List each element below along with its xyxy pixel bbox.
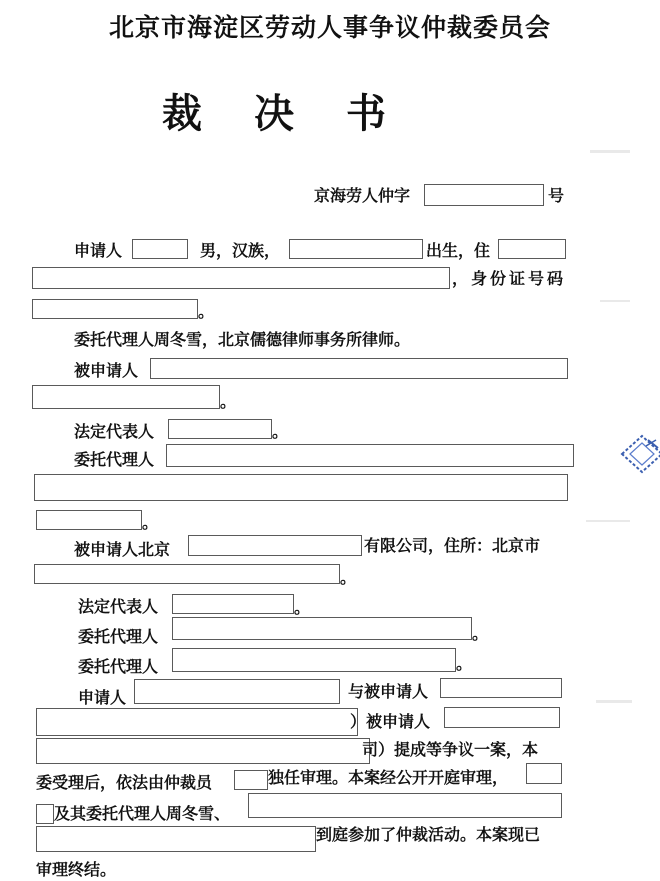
redaction-box xyxy=(36,804,54,824)
applicant-label: 申请人 xyxy=(74,241,123,260)
redaction-box xyxy=(34,474,568,501)
redaction-box xyxy=(172,594,294,614)
redaction-box xyxy=(444,707,560,728)
redaction-box xyxy=(34,564,340,584)
redaction-box xyxy=(424,184,544,206)
agent-label-2: 委托代理人 xyxy=(78,627,159,646)
redaction-box xyxy=(32,267,450,289)
period-mark: 。 xyxy=(472,624,489,643)
redaction-box xyxy=(36,738,370,764)
birth-residence-text: 出生，住 xyxy=(426,241,491,260)
redaction-box xyxy=(168,419,272,439)
id-number-label: ，身份证号码 xyxy=(452,269,567,288)
case-number-suffix: 号 xyxy=(548,186,565,205)
agent-label-3: 委托代理人 xyxy=(78,657,159,676)
redaction-box xyxy=(150,358,568,379)
agent-label: 委托代理人 xyxy=(74,450,155,469)
company-address-text: 有限公司，住所：北京市 xyxy=(364,536,541,555)
period-mark: 。 xyxy=(220,392,237,411)
respondent-company-label: 被申请人北京 xyxy=(74,540,171,559)
legal-rep-label: 法定代表人 xyxy=(74,422,155,441)
sole-arbitrator-text: 独任审理。本案经公开开庭审理， xyxy=(268,768,509,787)
redaction-box xyxy=(32,385,220,409)
scan-artifact xyxy=(600,300,630,302)
committee-accept-text: 委受理后，依法由仲裁员 xyxy=(36,773,213,792)
agent-zhou-attendance-text: 及其委托代理人周冬雪、 xyxy=(54,804,231,823)
and-respondent-text: ）被申请人 xyxy=(350,712,431,731)
period-mark: 。 xyxy=(198,302,215,321)
respondent-label: 被申请人 xyxy=(74,361,139,380)
redaction-box xyxy=(289,239,423,259)
redaction-box xyxy=(234,770,268,790)
applicant-label-2: 申请人 xyxy=(78,688,127,707)
official-seal-icon xyxy=(618,428,660,480)
redaction-box xyxy=(132,239,188,259)
scan-artifact xyxy=(586,520,630,522)
gender-ethnicity-text: 男，汉族， xyxy=(200,241,281,260)
redaction-box xyxy=(188,535,362,556)
legal-rep-label-2: 法定代表人 xyxy=(78,597,159,616)
redaction-box xyxy=(248,793,562,818)
period-mark: 。 xyxy=(456,654,473,673)
scan-artifact xyxy=(596,700,632,703)
scan-artifact xyxy=(590,150,630,153)
redaction-box xyxy=(32,299,198,319)
versus-respondent-text: 与被申请人 xyxy=(348,682,429,701)
period-mark: 。 xyxy=(272,422,289,441)
case-number-prefix: 京海劳人仲字 xyxy=(314,186,411,205)
redaction-box xyxy=(498,239,566,259)
period-mark: 。 xyxy=(340,568,357,587)
redaction-box xyxy=(134,679,340,704)
case-concluded-text: 审理终结。 xyxy=(36,860,117,879)
period-mark: 。 xyxy=(142,513,159,532)
redaction-box xyxy=(172,648,456,672)
redaction-box xyxy=(172,617,472,640)
agent-zhou-line: 委托代理人周冬雪，北京儒德律师事务所律师。 xyxy=(74,330,411,349)
redaction-box xyxy=(36,510,142,530)
committee-title: 北京市海淀区劳动人事争议仲裁委员会 xyxy=(108,13,551,42)
redaction-box xyxy=(36,708,358,736)
dispute-case-text: 司）提成等争议一案，本 xyxy=(362,740,539,759)
document-type-title: 裁决书 xyxy=(162,90,438,137)
redaction-box xyxy=(440,678,562,698)
redaction-box xyxy=(36,826,316,852)
redaction-box xyxy=(526,763,562,784)
redaction-box xyxy=(166,444,574,467)
attended-hearing-text: 到庭参加了仲裁活动。本案现已 xyxy=(316,825,541,844)
period-mark: 。 xyxy=(294,598,311,617)
